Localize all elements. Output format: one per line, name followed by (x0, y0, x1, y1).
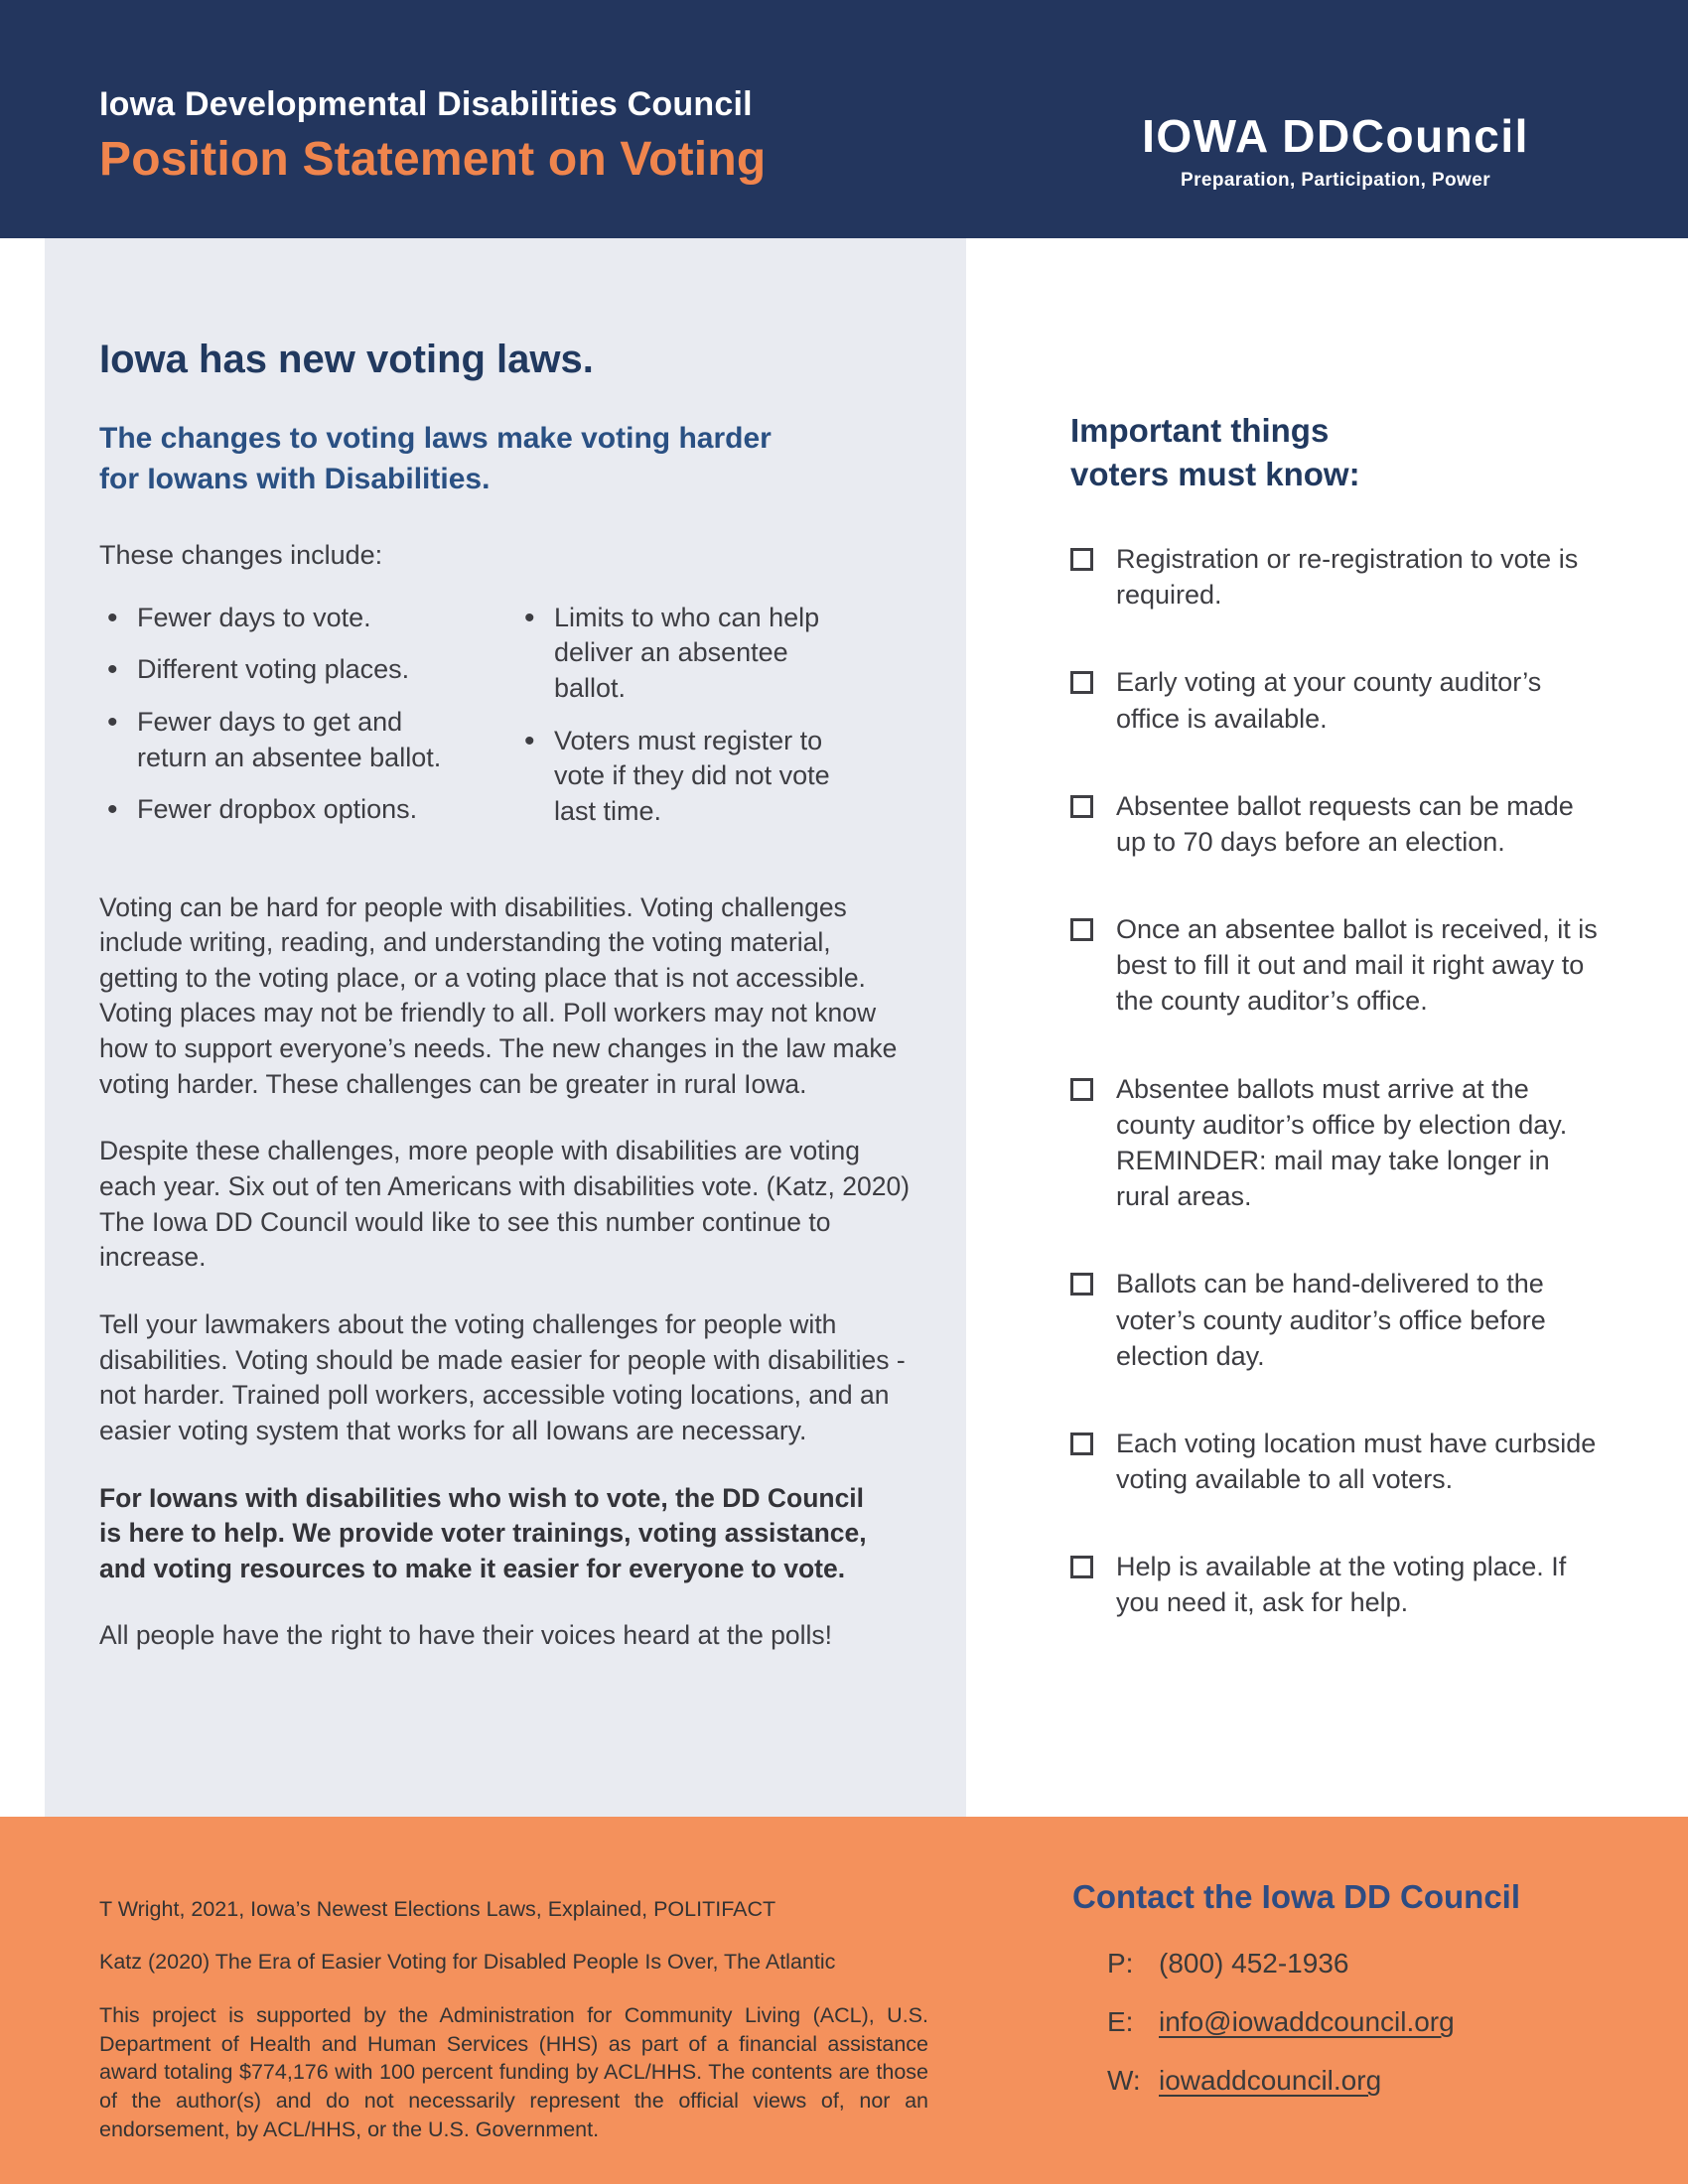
section-subheading: The changes to voting laws make voting harder for Iowans with Disabilities. (99, 422, 772, 496)
citation: Katz (2020) The Era of Easier Voting for Disabled People Is Over, The Atlantic (99, 1949, 836, 1974)
checkbox-icon[interactable] (1070, 1273, 1093, 1296)
checklist-item-text: Help is available at the voting place. If you need it, ask for help. (1116, 1552, 1567, 1618)
page-title: Position Statement on Voting (99, 133, 767, 186)
list-item: • Fewer days to get and return an absentee ballot. (99, 705, 457, 775)
checklist-item-text: Registration or re-registration to vote is required. (1116, 544, 1579, 611)
logo-tagline: Preparation, Participation, Power (1181, 170, 1490, 191)
checklist-item (1070, 911, 1626, 1020)
checklist-item (1070, 664, 1626, 736)
checklist-item-text: Absentee ballot requests can be made up to 70 days before an election. (1116, 790, 1574, 857)
checklist-item-text: Absentee ballots must arrive at the county auditor’s office by election day. REMINDER: mail may take longer in rural areas. (1116, 1073, 1568, 1212)
checkbox-icon[interactable] (1070, 548, 1093, 571)
funding-disclaimer: This project is supported by the Administration for Community Living (ACL), U.S. Department of Health and Human Services (HHS) as part of a financial assistance award totaling $774,176 with 100 percent funding by ACL/HHS. The contents are those of the author(s) and do not necessarily represent the official views of, nor an endorsement, by ACL/HHS, or the U.S. Government. (99, 2002, 928, 2142)
checklist-item (1070, 1426, 1626, 1497)
main-content-panel (45, 238, 966, 1817)
checkbox-icon[interactable] (1070, 1433, 1093, 1455)
checklist-item (1070, 1266, 1626, 1374)
checklist-item (1070, 1071, 1626, 1215)
list-item: • Different voting places. (99, 652, 457, 688)
checklist-item-text: Early voting at your county auditor’s office is available. (1116, 667, 1542, 734)
bold-paragraph: For Iowans with disabilities who wish to vote, the DD Council is here to help. We provide voter trainings, voting assistance, and voting resources to make it easier for everyone to vote. (99, 1482, 867, 1583)
checklist-item-text: Each voting location must have curbside voting available to all voters. (1116, 1428, 1597, 1495)
checklist-item (1070, 788, 1626, 860)
changes-list-left (99, 601, 457, 847)
citations-block (99, 1896, 928, 2144)
checklist-item (1070, 541, 1626, 613)
contact-block (1072, 1878, 1628, 2123)
list-item: • Voters must register to vote if they did not vote last time. (516, 724, 854, 830)
paragraph: Voting can be hard for people with disabilities. Voting challenges include writing, reading, and understanding the voting material, getting to the voting place, or a voting place that is not accessible. Voting places may not be friendly to all. Poll workers may not know how to support everyone’s needs. The new changes in the law make voting harder. These challenges can be greater in rural Iowa. (99, 891, 898, 1099)
closing-line: All people have the right to have their voices heard at the polls! (99, 1620, 833, 1651)
paragraph: Despite these challenges, more people with disabilities are voting each year. Six out of ten Americans with disabilities vote. (Katz, 2020) The Iowa DD Council would like to see this number continue to increase. (99, 1136, 911, 1273)
iowa-ddcouncil-logo (1117, 109, 1554, 192)
footer-banner (0, 1817, 1688, 2184)
header-banner (0, 0, 1688, 238)
changes-intro: These changes include: (99, 539, 383, 570)
checklist-heading: Important things voters must know: (1070, 412, 1360, 492)
phone-number: (800) 452-1936 (1159, 1948, 1349, 1979)
org-name: Iowa Developmental Disabilities Council (99, 85, 753, 123)
header-text-block (99, 85, 766, 187)
checkbox-icon[interactable] (1070, 1556, 1093, 1578)
phone-label: P: (1107, 1948, 1134, 1979)
checkbox-icon[interactable] (1070, 795, 1093, 818)
list-item: • Fewer days to vote. (99, 601, 457, 636)
citation-list (99, 1896, 928, 1977)
changes-bullets (99, 601, 912, 847)
website-link[interactable]: iowaddcouncil.org (1159, 2065, 1382, 2096)
changes-list-right (516, 601, 854, 847)
checklist-item-text: Ballots can be hand-delivered to the voter’s county auditor’s office before election day. (1116, 1269, 1546, 1371)
list-item: • Limits to who can help deliver an absentee ballot. (516, 601, 854, 707)
section-heading: Iowa has new voting laws. (99, 338, 594, 381)
website-label: W: (1107, 2065, 1141, 2096)
contact-heading: Contact the Iowa DD Council (1072, 1878, 1521, 1915)
email-label: E: (1107, 2006, 1134, 2037)
checkbox-icon[interactable] (1070, 1078, 1093, 1101)
checkbox-icon[interactable] (1070, 918, 1093, 941)
contact-web-line (1107, 2065, 1628, 2097)
citation: T Wright, 2021, Iowa’s Newest Elections Laws, Explained, POLITIFACT (99, 1897, 776, 1921)
checkbox-icon[interactable] (1070, 671, 1093, 694)
checklist-column (1070, 409, 1626, 1673)
contact-email-line (1107, 2006, 1628, 2038)
contact-phone-line (1107, 1948, 1628, 1979)
body-paragraphs (99, 890, 912, 1449)
paragraph: Tell your lawmakers about the voting challenges for people with disabilities. Voting should be made easier for people with disabilities - not harder. Trained poll workers, accessible voting locations, and an easier voting system that works for all Iowans are necessary. (99, 1308, 906, 1445)
logo-wordmark: IOWA DDCouncil (1142, 110, 1529, 162)
list-item: • Fewer dropbox options. (99, 792, 457, 828)
checklist (1070, 541, 1626, 1620)
checklist-item-text: Once an absentee ballot is received, it is best to fill it out and mail it right away to the county auditor’s office. (1116, 914, 1598, 1017)
checklist-item (1070, 1549, 1626, 1620)
email-link[interactable]: info@iowaddcouncil.org (1159, 2006, 1455, 2037)
